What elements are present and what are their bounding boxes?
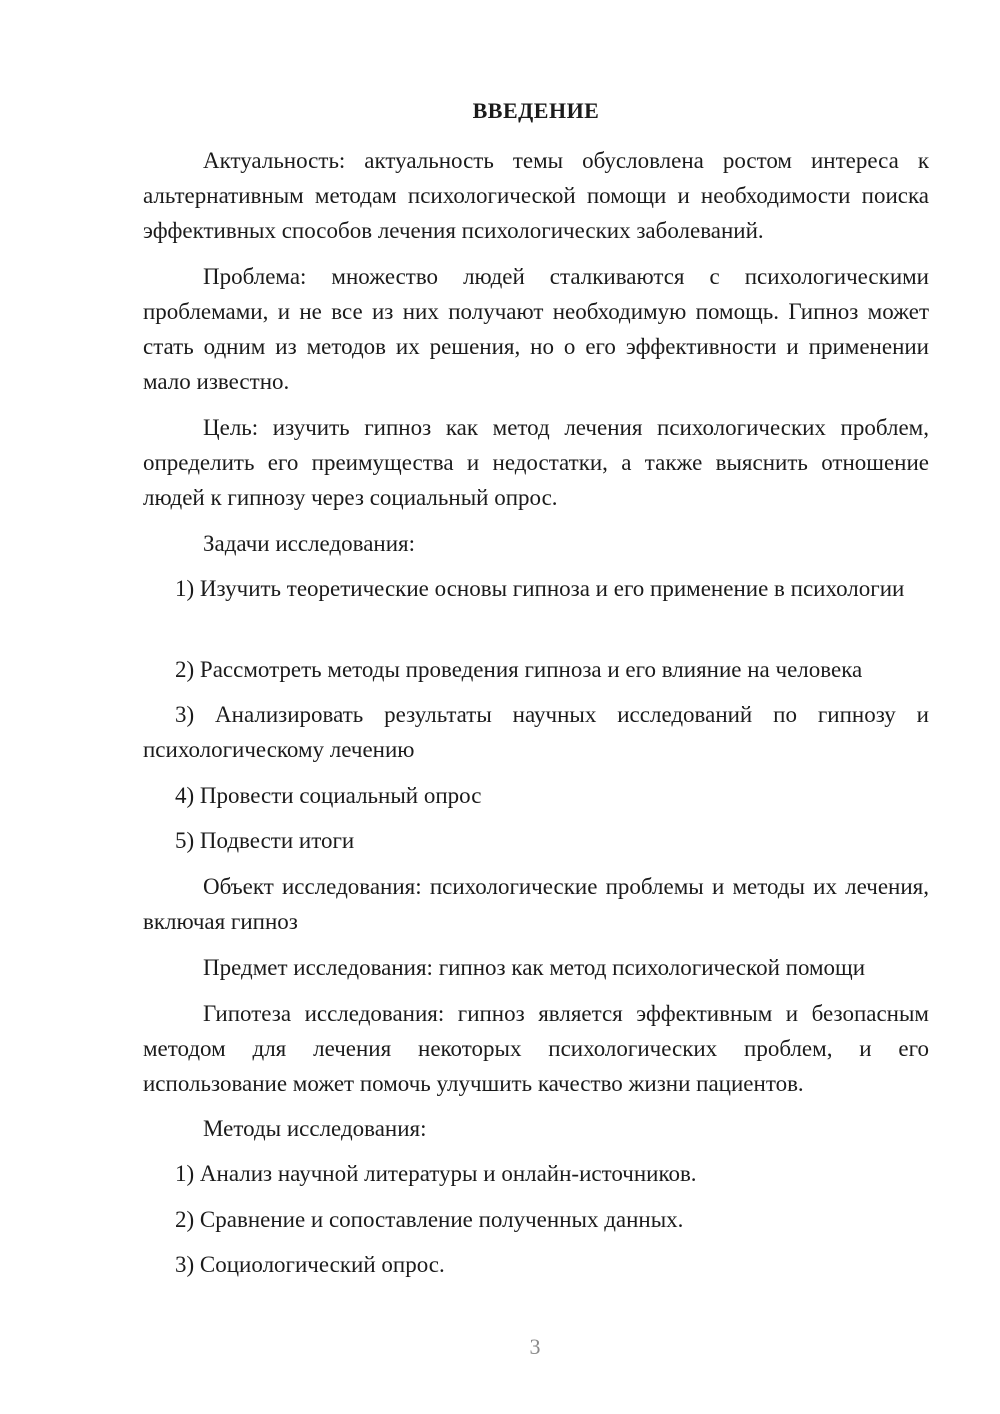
method-item: 3) Социологический опрос.	[175, 1252, 445, 1277]
task-item: 5) Подвести итоги	[175, 828, 355, 853]
hypothesis-paragraph: Гипотеза исследования: гипноз является эффективным и безопасным методом для лечения некоторых психологических проблем, и его использование может помочь улучшить качество жизни пациентов.	[143, 1001, 929, 1096]
tasks-title: Задачи исследования:	[203, 531, 416, 556]
relevance-paragraph: Актуальность: актуальность темы обусловлена ростом интереса к альтернативным методам психологической помощи и необходимости поиска эффективных способов лечения психологических заболеваний.	[143, 148, 929, 243]
task-item: 3) Анализировать результаты научных исследований по гипнозу и психологическому лечению	[143, 702, 929, 762]
method-item: 1) Анализ научной литературы и онлайн-источников.	[175, 1161, 697, 1186]
task-item: 1) Изучить теоретические основы гипноза и его применение в психологии	[175, 576, 905, 601]
method-item: 2) Сравнение и сопоставление полученных данных.	[175, 1207, 684, 1232]
methods-title: Методы исследования:	[203, 1116, 427, 1141]
problem-paragraph: Проблема: множество людей сталкиваются с психологическими проблемами, и не все из них получают необходимую помощь. Гипноз может стать одним из методов их решения, но о его эффективности и применении мало известно.	[143, 264, 929, 394]
task-item: 4) Провести социальный опрос	[175, 783, 482, 808]
object-paragraph: Объект исследования: психологические проблемы и методы их лечения, включая гипноз	[143, 874, 929, 934]
task-item: 2) Рассмотреть методы проведения гипноза и его влияние на человека	[175, 657, 863, 682]
page-number: 3	[529, 1334, 541, 1359]
subject-paragraph: Предмет исследования: гипноз как метод психологической помощи	[203, 955, 866, 980]
goal-paragraph: Цель: изучить гипноз как метод лечения психологических проблем, определить его преимущества и недостатки, а также выяснить отношение людей к гипнозу через социальный опрос.	[143, 415, 929, 510]
section-heading: ВВЕДЕНИЕ	[472, 98, 600, 123]
